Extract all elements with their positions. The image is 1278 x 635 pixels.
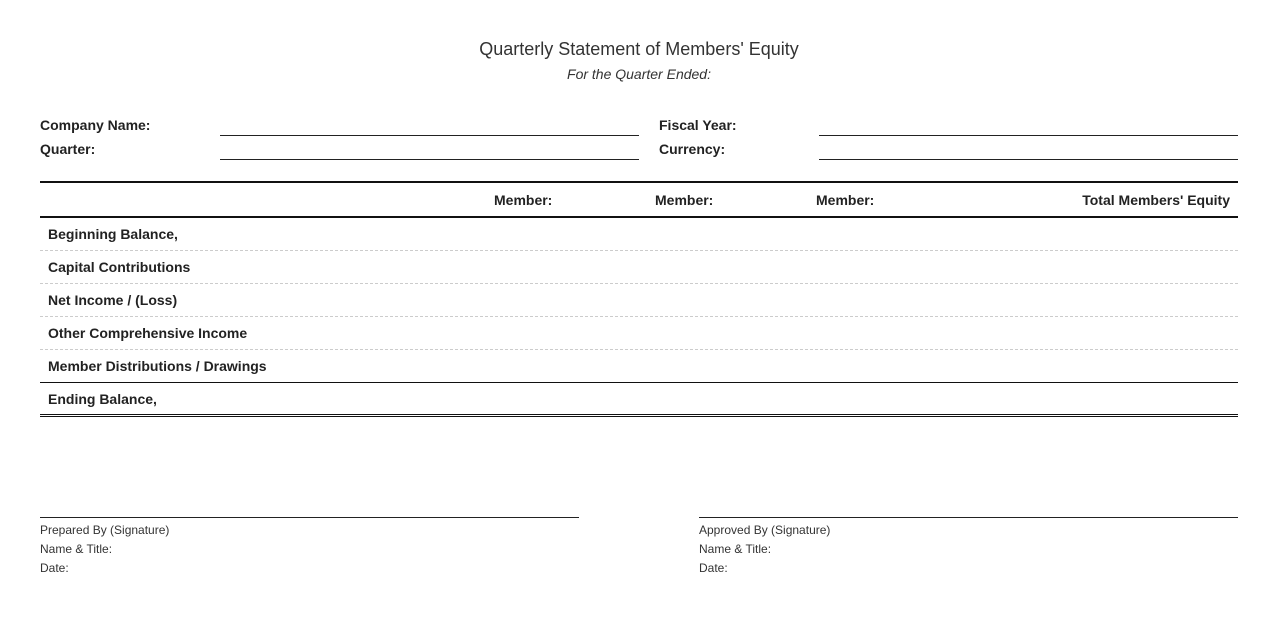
company-name-field[interactable]: [220, 135, 639, 136]
prepared-date-label: Date:: [40, 561, 69, 575]
table-total-row: [40, 383, 1238, 417]
statement-subtitle: For the Quarter Ended:: [567, 66, 711, 82]
row-label-capital-contributions: Capital Contributions: [48, 259, 191, 275]
row-label-ending-balance: Ending Balance,: [48, 391, 157, 407]
fiscal-year-label: Fiscal Year:: [659, 117, 737, 133]
table-header: [40, 181, 1238, 218]
row-label-member-distributions: Member Distributions / Drawings: [48, 358, 267, 374]
table-row: [40, 317, 1238, 350]
currency-label: Currency:: [659, 141, 726, 157]
quarter-label: Quarter:: [40, 141, 96, 157]
table-row: [40, 251, 1238, 284]
row-label-other-comprehensive-income: Other Comprehensive Income: [48, 325, 248, 341]
prepared-by-label: Prepared By (Signature): [40, 523, 170, 537]
company-name-label: Company Name:: [40, 117, 151, 133]
approved-name-title-label: Name & Title:: [699, 542, 772, 556]
approved-by-label: Approved By (Signature): [699, 523, 831, 537]
currency-field[interactable]: [819, 159, 1238, 160]
column-header-member-1: Member:: [494, 192, 553, 208]
equity-table: [40, 181, 1238, 417]
fiscal-year-field[interactable]: [819, 135, 1238, 136]
table-row: [40, 350, 1238, 383]
row-label-net-income: Net Income / (Loss): [48, 292, 178, 308]
prepared-name-title-label: Name & Title:: [40, 542, 113, 556]
approved-signature-line[interactable]: [699, 517, 1238, 518]
row-label-beginning-balance: Beginning Balance,: [48, 226, 178, 242]
approved-date-label: Date:: [699, 561, 728, 575]
quarter-field[interactable]: [220, 159, 639, 160]
table-row: [40, 218, 1238, 251]
prepared-signature-line[interactable]: [40, 517, 579, 518]
column-header-member-3: Member:: [816, 192, 875, 208]
column-header-total: Total Members' Equity: [1082, 192, 1230, 208]
table-row: [40, 284, 1238, 317]
column-header-member-2: Member:: [655, 192, 714, 208]
statement-title: Quarterly Statement of Members' Equity: [479, 39, 799, 59]
